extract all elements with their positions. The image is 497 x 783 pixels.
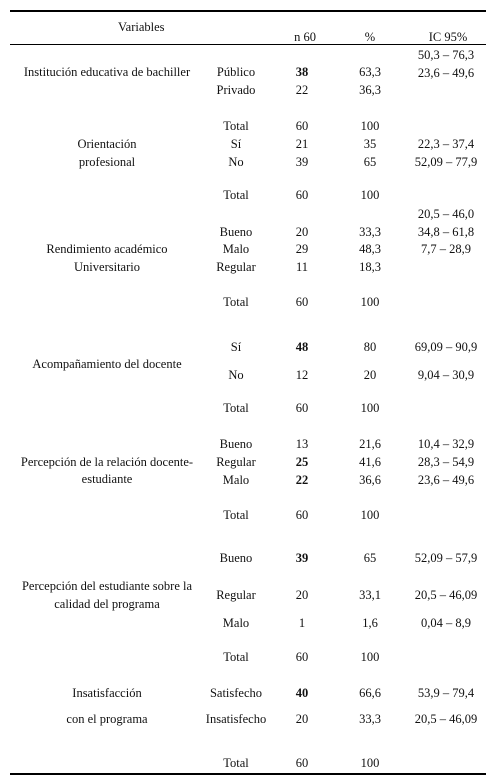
- n-cell: 20: [295, 712, 309, 726]
- group-label: estudiante: [81, 472, 133, 486]
- top-rule: [10, 10, 486, 12]
- n-cell: 11: [295, 260, 309, 274]
- n-cell: 60: [295, 508, 309, 522]
- percent-cell: 100: [360, 508, 380, 522]
- bottom-rule: [10, 773, 486, 775]
- category-cell: Bueno: [219, 225, 253, 239]
- ic-cell: 0,04 – 8,9: [421, 616, 471, 630]
- ic-cell: 20,5 – 46,09: [414, 712, 478, 726]
- n-cell: 12: [295, 368, 309, 382]
- ic-cell: 20,5 – 46,09: [414, 588, 478, 602]
- category-cell: Insatisfecho: [205, 712, 267, 726]
- category-cell: No: [228, 155, 244, 169]
- ic-cell: 50,3 – 76,3: [417, 48, 475, 62]
- ic-cell: 20,5 – 46,0: [417, 207, 475, 221]
- ic-cell: 10,4 – 32,9: [417, 437, 475, 451]
- ic-cell: 23,6 – 49,6: [417, 66, 475, 80]
- ic-cell: 22,3 – 37,4: [417, 137, 475, 151]
- percent-cell: 80: [363, 340, 377, 354]
- group-label: Acompañamiento del docente: [32, 357, 182, 371]
- n-cell: 21: [295, 137, 309, 151]
- category-cell: Público: [216, 65, 256, 79]
- percent-cell: 35: [363, 137, 377, 151]
- category-cell: Sí: [230, 137, 242, 151]
- category-cell: Malo: [222, 242, 250, 256]
- ic-cell: 23,6 – 49,6: [417, 473, 475, 487]
- category-cell: Bueno: [219, 437, 253, 451]
- ic-cell: 9,04 – 30,9: [417, 368, 475, 382]
- percent-cell: 33,3: [359, 712, 381, 726]
- percent-cell: 41,6: [359, 455, 381, 469]
- percent-cell: 100: [360, 401, 380, 415]
- group-label: calidad del programa: [54, 597, 160, 611]
- percent-cell: 21,6: [359, 437, 381, 451]
- n-cell: 60: [295, 119, 309, 133]
- group-label: Percepción de la relación docente-: [20, 455, 194, 469]
- percent-cell: 65: [363, 155, 377, 169]
- ic-cell: 7,7 – 28,9: [421, 242, 471, 256]
- category-cell: Satisfecho: [209, 686, 263, 700]
- n-cell: 20: [295, 225, 309, 239]
- n-cell: 22: [295, 83, 309, 97]
- percent-cell: 20: [363, 368, 377, 382]
- percent-cell: 100: [360, 650, 380, 664]
- n-cell: 20: [295, 588, 309, 602]
- group-label: Universitario: [74, 260, 140, 274]
- category-cell: Total: [223, 650, 249, 664]
- n-cell: 60: [295, 401, 309, 415]
- n-cell: 38: [295, 65, 309, 79]
- percent-cell: 66,6: [359, 686, 381, 700]
- percent-cell: 33,1: [359, 588, 381, 602]
- category-cell: Total: [223, 119, 249, 133]
- category-cell: Sí: [230, 340, 242, 354]
- category-cell: No: [228, 368, 244, 382]
- group-label: con el programa: [66, 712, 148, 726]
- ic-cell: 52,09 – 77,9: [414, 155, 478, 169]
- percent-cell: 100: [360, 756, 380, 770]
- category-cell: Malo: [222, 473, 250, 487]
- category-cell: Regular: [216, 455, 256, 469]
- n-cell: 40: [295, 686, 309, 700]
- category-cell: Total: [223, 188, 249, 202]
- ic-cell: 52,09 – 57,9: [414, 551, 478, 565]
- n-cell: 25: [295, 455, 309, 469]
- group-label: Rendimiento académico: [46, 242, 168, 256]
- percent-cell: 33,3: [359, 225, 381, 239]
- n-cell: 39: [295, 551, 309, 565]
- percent-cell: 65: [363, 551, 377, 565]
- group-label: Orientación: [77, 137, 137, 151]
- ic-cell: 28,3 – 54,9: [417, 455, 475, 469]
- category-cell: Bueno: [219, 551, 253, 565]
- n-cell: 48: [295, 340, 309, 354]
- group-label: Percepción del estudiante sobre la: [21, 579, 193, 593]
- header-percent: %: [364, 30, 376, 44]
- group-label: Insatisfacción: [72, 686, 142, 700]
- category-cell: Total: [223, 756, 249, 770]
- header-ic: IC 95%: [428, 30, 468, 44]
- n-cell: 60: [295, 188, 309, 202]
- n-cell: 13: [295, 437, 309, 451]
- percent-cell: 1,6: [362, 616, 378, 630]
- n-cell: 1: [298, 616, 306, 630]
- n-cell: 29: [295, 242, 309, 256]
- percent-cell: 36,6: [359, 473, 381, 487]
- category-cell: Total: [223, 401, 249, 415]
- category-cell: Regular: [216, 260, 256, 274]
- percent-cell: 100: [360, 119, 380, 133]
- category-cell: Total: [223, 508, 249, 522]
- percent-cell: 48,3: [359, 242, 381, 256]
- ic-cell: 53,9 – 79,4: [417, 686, 475, 700]
- category-cell: Privado: [216, 83, 256, 97]
- ic-cell: 34,8 – 61,8: [417, 225, 475, 239]
- percent-cell: 63,3: [359, 65, 381, 79]
- ic-cell: 69,09 – 90,9: [414, 340, 478, 354]
- header-rule: [10, 44, 486, 45]
- n-cell: 60: [295, 756, 309, 770]
- percent-cell: 18,3: [359, 260, 381, 274]
- category-cell: Malo: [222, 616, 250, 630]
- n-cell: 39: [295, 155, 309, 169]
- group-label: Institución educativa de bachiller: [23, 65, 191, 79]
- percent-cell: 100: [360, 295, 380, 309]
- n-cell: 60: [295, 650, 309, 664]
- percent-cell: 36,3: [359, 83, 381, 97]
- n-cell: 60: [295, 295, 309, 309]
- percent-cell: 100: [360, 188, 380, 202]
- group-label: profesional: [78, 155, 136, 169]
- n-cell: 22: [295, 473, 309, 487]
- header-variables: Variables: [118, 20, 165, 34]
- category-cell: Total: [223, 295, 249, 309]
- header-n: n 60: [294, 30, 316, 44]
- category-cell: Regular: [216, 588, 256, 602]
